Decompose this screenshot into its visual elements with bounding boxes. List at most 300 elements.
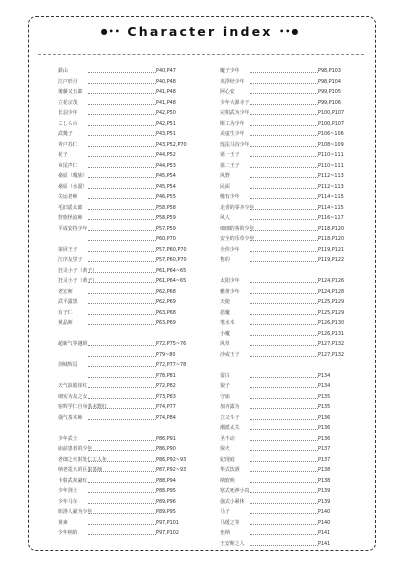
index-entry bbox=[220, 277, 368, 285]
title-ornament-left: ●•• bbox=[100, 27, 121, 36]
page-reference: P99,P105 bbox=[318, 89, 342, 95]
character-name: 风野 bbox=[220, 173, 230, 179]
page-reference: P61,P64~65 bbox=[156, 278, 187, 284]
index-entry bbox=[220, 162, 368, 170]
page-reference: P141 bbox=[318, 540, 331, 547]
index-entry bbox=[220, 225, 368, 233]
index-entry bbox=[58, 288, 206, 296]
page-reference: P73,P83 bbox=[156, 393, 176, 400]
index-entry bbox=[220, 330, 368, 338]
character-name: 马子 bbox=[220, 509, 230, 515]
page-reference: P97,P102 bbox=[156, 530, 180, 536]
page-reference: P110~111 bbox=[318, 152, 344, 158]
character-name: 民面 bbox=[220, 183, 230, 190]
index-entry bbox=[58, 445, 206, 453]
index-entry bbox=[220, 67, 368, 75]
character-name: 剑城辉页 bbox=[58, 362, 78, 368]
index-entry bbox=[220, 88, 368, 96]
leader-dots bbox=[88, 471, 156, 472]
index-entry bbox=[220, 235, 368, 243]
character-name: 强式小紧休 bbox=[220, 498, 245, 505]
character-name: 阿心安 bbox=[220, 89, 235, 95]
leader-dots bbox=[250, 387, 318, 388]
page-reference: P45,P54 bbox=[156, 173, 176, 179]
index-entry bbox=[58, 498, 206, 506]
character-name: 小魔 bbox=[220, 330, 230, 337]
character-name: 太阳少年 bbox=[220, 278, 240, 284]
page-reference: P114~115 bbox=[318, 194, 344, 200]
leader-dots bbox=[250, 167, 318, 168]
page-reference: P41,P48 bbox=[156, 89, 176, 95]
character-name: 桑原（瓊族） bbox=[58, 173, 88, 179]
index-entry bbox=[220, 403, 368, 411]
index-entry bbox=[58, 162, 206, 170]
index-entry bbox=[220, 414, 368, 422]
character-name: 後藤又五郎 bbox=[58, 89, 83, 95]
page-reference: P72,P77~78 bbox=[156, 362, 187, 368]
leader-dots bbox=[250, 429, 318, 430]
leader-dots bbox=[88, 524, 156, 525]
index-entry bbox=[220, 78, 368, 86]
leader-dots bbox=[88, 167, 156, 168]
index-entry bbox=[58, 361, 206, 369]
leader-dots bbox=[250, 114, 318, 115]
leader-dots bbox=[88, 398, 156, 399]
page-reference: P106~106 bbox=[318, 131, 344, 137]
leader-dots bbox=[250, 314, 318, 315]
page-reference: P100,P107 bbox=[318, 110, 345, 116]
leader-dots bbox=[250, 251, 318, 252]
leader-dots bbox=[88, 72, 156, 73]
character-name: 第屏王子 bbox=[58, 246, 78, 253]
index-entry bbox=[220, 435, 368, 443]
index-entry bbox=[220, 214, 368, 222]
character-name: 细实为友之女 bbox=[58, 393, 88, 400]
page-reference: P124,P128 bbox=[318, 288, 345, 295]
leader-dots bbox=[88, 209, 156, 210]
character-name: 雅黄少年 bbox=[220, 288, 240, 295]
leader-dots bbox=[88, 104, 156, 105]
index-entry bbox=[220, 508, 368, 516]
page-reference: P125,P129 bbox=[318, 299, 345, 305]
page-reference: P134 bbox=[318, 383, 331, 389]
character-name: 卡射武灰豪红 bbox=[58, 477, 88, 484]
index-entry bbox=[58, 99, 206, 107]
page-reference: P127,P132 bbox=[318, 351, 345, 358]
index-entry bbox=[58, 466, 206, 474]
leader-dots bbox=[88, 293, 156, 294]
leader-dots bbox=[88, 114, 156, 115]
index-entry bbox=[220, 120, 368, 128]
leader-dots bbox=[88, 366, 156, 367]
index-entry bbox=[58, 88, 206, 96]
index-entry bbox=[58, 529, 206, 537]
character-name: 风草 bbox=[220, 341, 230, 347]
page-reference: P140 bbox=[318, 519, 331, 526]
page-reference: P137 bbox=[318, 446, 331, 452]
index-entry bbox=[220, 172, 368, 180]
index-entry bbox=[58, 340, 206, 348]
character-name: 华式饮酒 bbox=[220, 467, 240, 473]
page-reference: P99,P106 bbox=[318, 99, 342, 106]
character-name: 超新气等越班 bbox=[58, 341, 88, 347]
page-reference: P136 bbox=[318, 435, 331, 442]
page-reference: P72,P75~76 bbox=[156, 341, 187, 347]
index-entry bbox=[220, 183, 368, 191]
leader-dots bbox=[250, 282, 318, 283]
index-entry bbox=[58, 225, 206, 233]
leader-dots bbox=[250, 440, 318, 441]
index-entry bbox=[58, 214, 206, 222]
leader-dots bbox=[250, 188, 318, 189]
page-reference: P114~115 bbox=[318, 204, 344, 211]
index-entry bbox=[220, 109, 368, 117]
character-name: 尖运老师 bbox=[58, 194, 78, 200]
page-reference: P100,P107 bbox=[318, 120, 345, 127]
character-name: 第二王子 bbox=[220, 162, 240, 169]
index-entry bbox=[220, 540, 368, 548]
character-name: 雷白 bbox=[220, 372, 230, 379]
character-name: 狩族怪流师 bbox=[58, 215, 83, 221]
leader-dots bbox=[88, 146, 156, 147]
page-reference: P127,P132 bbox=[318, 341, 345, 347]
character-name: 江序友里子 bbox=[58, 257, 83, 263]
character-name: 狂灵小子（黄子） bbox=[58, 278, 98, 284]
page-reference: P136 bbox=[318, 414, 331, 421]
character-name: 少年剑士 bbox=[58, 488, 78, 494]
index-entry bbox=[220, 498, 368, 506]
character-name: 纳老霓大的区果茶师 bbox=[58, 467, 103, 473]
leader-dots bbox=[250, 83, 318, 84]
page-reference: P63,P69 bbox=[156, 320, 176, 326]
leader-dots bbox=[250, 261, 318, 262]
character-name: 天气浪暗崔红 bbox=[58, 383, 88, 389]
index-entry bbox=[58, 298, 206, 306]
page-reference: P42,P50 bbox=[156, 110, 176, 116]
index-entry bbox=[220, 466, 368, 474]
character-name: 狼子 bbox=[220, 383, 230, 389]
page-reference: P60,P70 bbox=[156, 236, 176, 242]
leader-dots bbox=[250, 72, 318, 73]
page-reference: P74,P77 bbox=[156, 404, 176, 410]
page-reference: P86,P92~93 bbox=[156, 456, 187, 463]
page-reference: P46,P55 bbox=[156, 194, 176, 200]
page-reference: P57,P59 bbox=[156, 225, 176, 232]
character-name: 细细的客的少年 bbox=[220, 225, 255, 232]
index-entry bbox=[58, 393, 206, 401]
index-entry bbox=[58, 477, 206, 485]
leader-dots bbox=[250, 230, 318, 231]
leader-dots bbox=[88, 219, 156, 220]
page-reference: P86,P90 bbox=[156, 446, 176, 452]
leader-dots bbox=[88, 387, 156, 388]
index-entry bbox=[58, 130, 206, 138]
leader-dots bbox=[88, 419, 156, 420]
character-name: 橡有少年 bbox=[220, 194, 240, 200]
index-entry bbox=[58, 204, 206, 212]
leader-dots bbox=[88, 177, 156, 178]
page-reference: P44,P53 bbox=[156, 162, 176, 169]
page-reference: P43,P51 bbox=[156, 131, 176, 137]
index-entry bbox=[220, 298, 368, 306]
index-entry bbox=[58, 109, 206, 117]
page-reference: P88,P95 bbox=[156, 488, 176, 494]
index-entry bbox=[220, 519, 368, 527]
leader-dots bbox=[88, 156, 156, 157]
page-reference: P139 bbox=[318, 488, 331, 494]
leader-dots bbox=[88, 503, 156, 504]
index-entry bbox=[220, 256, 368, 264]
index-entry bbox=[58, 456, 206, 464]
character-name: 寒式死神小真 bbox=[220, 488, 250, 494]
leader-dots bbox=[88, 198, 156, 199]
index-entry bbox=[220, 372, 368, 380]
leader-dots bbox=[88, 240, 156, 241]
character-name: 纽洛人豪为少年 bbox=[58, 509, 93, 515]
page-reference: P112~113 bbox=[318, 173, 344, 179]
page-reference: P40,P47 bbox=[156, 68, 176, 74]
leader-dots bbox=[88, 282, 156, 283]
index-entry bbox=[58, 372, 206, 380]
leader-dots bbox=[250, 377, 318, 378]
leader-dots bbox=[250, 545, 318, 546]
page-reference: P89,P96 bbox=[156, 498, 176, 505]
leader-dots bbox=[250, 503, 318, 504]
page-reference: P125,P129 bbox=[318, 309, 345, 316]
leader-dots bbox=[250, 293, 318, 294]
index-entry bbox=[58, 508, 206, 516]
leader-dots bbox=[250, 198, 318, 199]
character-name: 夹浮经少年 bbox=[220, 78, 245, 85]
leader-dots bbox=[88, 377, 156, 378]
page-reference: P74,P84 bbox=[156, 414, 176, 421]
leader-dots bbox=[250, 125, 318, 126]
page-reference: P45,P54 bbox=[156, 183, 176, 190]
character-name: 靑戸苏仁 bbox=[58, 141, 78, 148]
character-name: 庙前患者的少年 bbox=[58, 446, 93, 452]
page-reference: P63,P68 bbox=[156, 309, 176, 316]
page-reference: P58,P58 bbox=[156, 204, 176, 211]
index-title-heading bbox=[0, 24, 400, 39]
character-name: 宿辉学仁自身茶木野红 bbox=[58, 404, 107, 410]
index-entry bbox=[220, 130, 368, 138]
character-name: 老细之火射处仁工人年 bbox=[58, 456, 107, 463]
leader-dots bbox=[250, 219, 318, 220]
index-entry bbox=[58, 435, 206, 443]
leader-dots bbox=[88, 534, 156, 535]
index-entry bbox=[220, 288, 368, 296]
character-name: 潮派太关 bbox=[220, 425, 240, 431]
page-reference: P124,P126 bbox=[318, 278, 345, 284]
character-name: 狂灵小子（黄子） bbox=[58, 267, 98, 274]
index-entry bbox=[220, 393, 368, 401]
page-reference: P118,P120 bbox=[318, 225, 345, 232]
character-name: 第一王子 bbox=[220, 152, 240, 158]
leader-dots bbox=[250, 335, 318, 336]
character-name: 美虚生少年 bbox=[220, 131, 245, 137]
leader-dots bbox=[250, 345, 318, 346]
page-reference: P118,P120 bbox=[318, 236, 345, 242]
leader-dots bbox=[88, 135, 156, 136]
character-name: 天使 bbox=[220, 299, 230, 305]
character-name: 全你少年 bbox=[220, 246, 240, 253]
index-entry bbox=[220, 382, 368, 390]
index-entry bbox=[220, 99, 368, 107]
page-reference: P110~111 bbox=[318, 162, 344, 169]
leader-dots bbox=[250, 303, 318, 304]
page-reference: P135 bbox=[318, 393, 331, 400]
character-name: 纳软明 bbox=[220, 477, 235, 484]
character-name: 恶魔 bbox=[220, 309, 230, 316]
leader-dots bbox=[250, 408, 318, 409]
leader-dots bbox=[250, 104, 318, 105]
title-ornament-right: ••● bbox=[279, 27, 300, 36]
page-reference: P98,P103 bbox=[318, 68, 342, 74]
leader-dots bbox=[88, 461, 156, 462]
leader-dots bbox=[88, 513, 156, 514]
character-name: 售的 bbox=[220, 257, 230, 263]
character-name: 花子 bbox=[58, 152, 68, 158]
character-name: 毛旧遥太郎 bbox=[58, 204, 83, 211]
leader-dots bbox=[88, 261, 156, 262]
leader-dots bbox=[88, 482, 156, 483]
page-reference: P138 bbox=[318, 477, 331, 484]
character-name: 安全的乐草少年 bbox=[220, 236, 255, 242]
page-reference: P108~109 bbox=[318, 141, 344, 148]
character-name: 桑原（水溜） bbox=[58, 183, 88, 190]
leader-dots bbox=[88, 272, 156, 273]
page-reference: P126,P130 bbox=[318, 320, 345, 326]
page-reference: P136 bbox=[318, 425, 331, 431]
index-entry bbox=[58, 235, 206, 243]
page-reference: P138 bbox=[318, 467, 331, 473]
character-name: 黄晶师 bbox=[58, 320, 73, 326]
character-name: 圣不动 bbox=[220, 435, 235, 442]
leader-dots bbox=[250, 524, 318, 525]
leader-dots bbox=[88, 303, 156, 304]
page-reference: P89,P95 bbox=[156, 509, 176, 515]
leader-dots bbox=[250, 209, 318, 210]
leader-dots bbox=[88, 492, 156, 493]
index-entry bbox=[58, 319, 206, 327]
leader-dots bbox=[250, 240, 318, 241]
page-reference: P44,P52 bbox=[156, 152, 176, 158]
leader-dots bbox=[250, 482, 318, 483]
index-title: Character index bbox=[127, 24, 273, 39]
index-entry bbox=[220, 193, 368, 201]
leader-dots bbox=[88, 125, 156, 126]
leader-dots bbox=[88, 356, 156, 357]
character-name: 黄素 bbox=[58, 519, 68, 526]
index-entry bbox=[58, 256, 206, 264]
index-entry bbox=[58, 351, 206, 359]
leader-dots bbox=[250, 534, 318, 535]
index-entry bbox=[58, 246, 206, 254]
character-name: 马缓之等 bbox=[220, 519, 240, 526]
leader-dots bbox=[88, 450, 156, 451]
page-reference: P61,P64~65 bbox=[156, 267, 187, 274]
page-reference: P79~80 bbox=[156, 351, 176, 358]
index-entry bbox=[58, 172, 206, 180]
leader-dots bbox=[88, 83, 156, 84]
page-reference: P78,P81 bbox=[156, 372, 176, 379]
leader-dots bbox=[250, 492, 318, 493]
leader-dots bbox=[88, 345, 156, 346]
index-entry bbox=[220, 351, 368, 359]
page-reference: P97,P101 bbox=[156, 519, 180, 526]
page-reference: P139 bbox=[318, 498, 331, 505]
page-reference: P135 bbox=[318, 404, 331, 410]
character-name: 保火 bbox=[220, 446, 230, 452]
index-entry bbox=[58, 183, 206, 191]
character-name: 长羽少年 bbox=[58, 110, 78, 116]
index-entry bbox=[220, 477, 368, 485]
leader-dots bbox=[88, 408, 156, 409]
page-reference: P40,P48 bbox=[156, 78, 176, 85]
character-name: 老宏师 bbox=[58, 288, 73, 295]
character-name: 少年武士 bbox=[58, 435, 78, 442]
page-reference: P112~113 bbox=[318, 183, 344, 190]
character-name: 少年大源寺子 bbox=[220, 99, 250, 106]
index-entry bbox=[58, 403, 206, 411]
character-name: 加齐露为 bbox=[220, 404, 240, 410]
index-entry bbox=[58, 382, 206, 390]
index-entry bbox=[220, 204, 368, 212]
leader-dots bbox=[250, 513, 318, 514]
leader-dots bbox=[250, 135, 318, 136]
leader-dots bbox=[88, 188, 156, 189]
character-name: 强气茶木师 bbox=[58, 414, 83, 421]
leader-dots bbox=[88, 93, 156, 94]
character-name: こしらの bbox=[58, 120, 78, 127]
page-reference: P88,P94 bbox=[156, 477, 176, 484]
leader-dots bbox=[250, 419, 318, 420]
index-entry bbox=[220, 340, 368, 348]
page-reference: P137 bbox=[318, 456, 331, 463]
character-name: 风人 bbox=[220, 215, 230, 221]
character-name: 少年马车 bbox=[58, 498, 78, 505]
page-reference: P43,P52,P70 bbox=[156, 141, 187, 148]
index-entry bbox=[220, 246, 368, 254]
index-entry bbox=[58, 120, 206, 128]
leader-dots bbox=[250, 450, 318, 451]
page-reference: P134 bbox=[318, 372, 331, 379]
character-name: 立花宗茂 bbox=[58, 99, 78, 106]
page-reference: P126,P131 bbox=[318, 330, 345, 337]
index-entry bbox=[58, 267, 206, 275]
character-name: 立父斗子 bbox=[220, 414, 240, 421]
page-reference: P141 bbox=[318, 530, 331, 536]
index-entry bbox=[220, 445, 368, 453]
leader-dots bbox=[250, 324, 318, 325]
page-reference: P58,P59 bbox=[156, 215, 176, 221]
page-reference: P57,P60,P70 bbox=[156, 257, 187, 263]
page-reference: P98,P104 bbox=[318, 78, 342, 85]
character-name: 武幾子 bbox=[58, 131, 73, 137]
index-entry bbox=[220, 529, 368, 537]
character-name: 王安斯之人 bbox=[220, 540, 245, 547]
character-name: 亥尾声仁 bbox=[58, 162, 78, 169]
character-name: 完相武为少年 bbox=[220, 110, 250, 116]
leader-dots bbox=[250, 398, 318, 399]
character-name: 江戸形月 bbox=[58, 78, 78, 85]
page-reference: P119,P121 bbox=[318, 246, 345, 253]
leader-dots bbox=[250, 156, 318, 157]
leader-dots bbox=[88, 251, 156, 252]
character-name: 斯工为少年 bbox=[220, 120, 245, 127]
leader-dots bbox=[88, 314, 156, 315]
character-name: 守庙 bbox=[220, 393, 230, 400]
